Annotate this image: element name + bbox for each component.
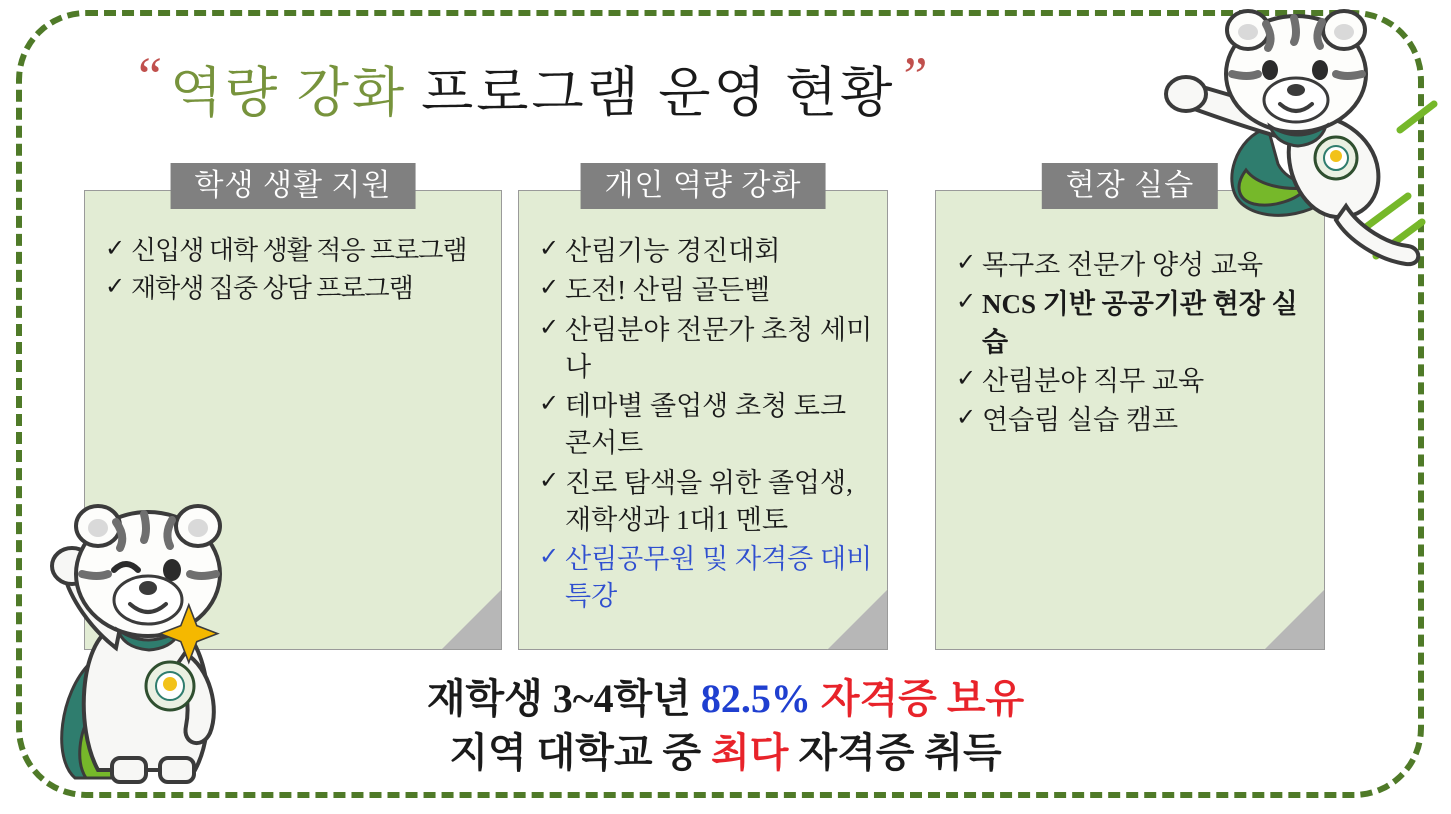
check-icon: ✓	[539, 314, 560, 341]
page-title	[130, 48, 1190, 128]
check-icon: ✓	[956, 365, 977, 392]
check-icon: ✓	[539, 275, 560, 302]
folded-corner	[441, 589, 502, 650]
check-icon: ✓	[956, 405, 977, 431]
list-item-label: 산림기능 경진대회	[565, 236, 781, 266]
summary-line-2-emphasis: 최다	[711, 730, 789, 775]
list-item-label: 신입생 대학 생활 적응 프로그램	[131, 236, 467, 265]
list-item	[539, 388, 873, 463]
list-item-label: 재학생 집중 상담 프로그램	[131, 273, 413, 303]
tiger-mascot-left	[20, 478, 280, 798]
list-item	[539, 312, 873, 387]
check-icon: ✓	[956, 289, 977, 316]
title-main: 프로그램 운영 현황	[421, 62, 896, 123]
title-emphasis: 역량 강화	[169, 62, 408, 123]
check-icon: ✓	[539, 391, 560, 417]
list-item	[956, 363, 1310, 400]
list-item-label: 산림공무원 및 자격증 대비 특강	[565, 544, 873, 612]
list-item-label: 테마별 졸업생 초청 토크 콘서트	[565, 391, 847, 459]
card-heading: 현장 실습	[1042, 163, 1218, 209]
list-item-label: 산림분야 직무 교육	[982, 365, 1205, 396]
list-item-label: 산림분야 전문가 초청 세미나	[565, 314, 873, 382]
speed-line	[1400, 104, 1434, 130]
card-body	[519, 191, 887, 628]
list-item	[105, 233, 487, 269]
summary-line-1-part-1: 재학생 3~4학년	[426, 676, 701, 721]
check-icon: ✓	[105, 273, 125, 300]
summary-line-1-percent: 82.5%	[700, 676, 811, 721]
check-icon: ✓	[539, 467, 560, 494]
check-icon: ✓	[105, 236, 125, 262]
list-item-label: NCS 기반 공공기관 현장 실습	[982, 289, 1298, 357]
tiger-mascot-right	[1150, 8, 1450, 308]
list-item-label: 목구조 전문가 양성 교육	[982, 250, 1264, 280]
list-item	[539, 233, 873, 270]
summary-line-2-part-3: 자격증 취득	[788, 730, 1002, 775]
summary-line-1-part-3: 자격증 보유	[810, 676, 1025, 721]
list-item-highlighted	[539, 541, 873, 616]
list-item-label: 연습림 실습 캠프	[982, 405, 1179, 435]
list-item	[539, 465, 873, 540]
card-heading: 학생 생활 지원	[171, 163, 416, 209]
folded-corner	[1264, 589, 1325, 650]
list-item-label: 도전! 산림 골든벨	[565, 275, 771, 306]
close-quote: ”	[903, 46, 928, 106]
card-body	[85, 191, 501, 319]
summary-line-2-part-1: 지역 대학교 중	[449, 730, 712, 775]
check-icon: ✓	[539, 236, 560, 262]
list-item	[539, 272, 873, 309]
list-item	[105, 271, 487, 307]
card-heading: 개인 역량 강화	[581, 163, 826, 209]
check-icon: ✓	[539, 544, 560, 570]
list-item-label: 진로 탐색을 위한 졸업생, 재학생과 1대1 멘토	[565, 467, 853, 535]
card-personal-competency	[518, 169, 888, 650]
check-icon: ✓	[956, 250, 977, 276]
open-quote: “	[138, 46, 162, 106]
list-item	[956, 402, 1310, 439]
